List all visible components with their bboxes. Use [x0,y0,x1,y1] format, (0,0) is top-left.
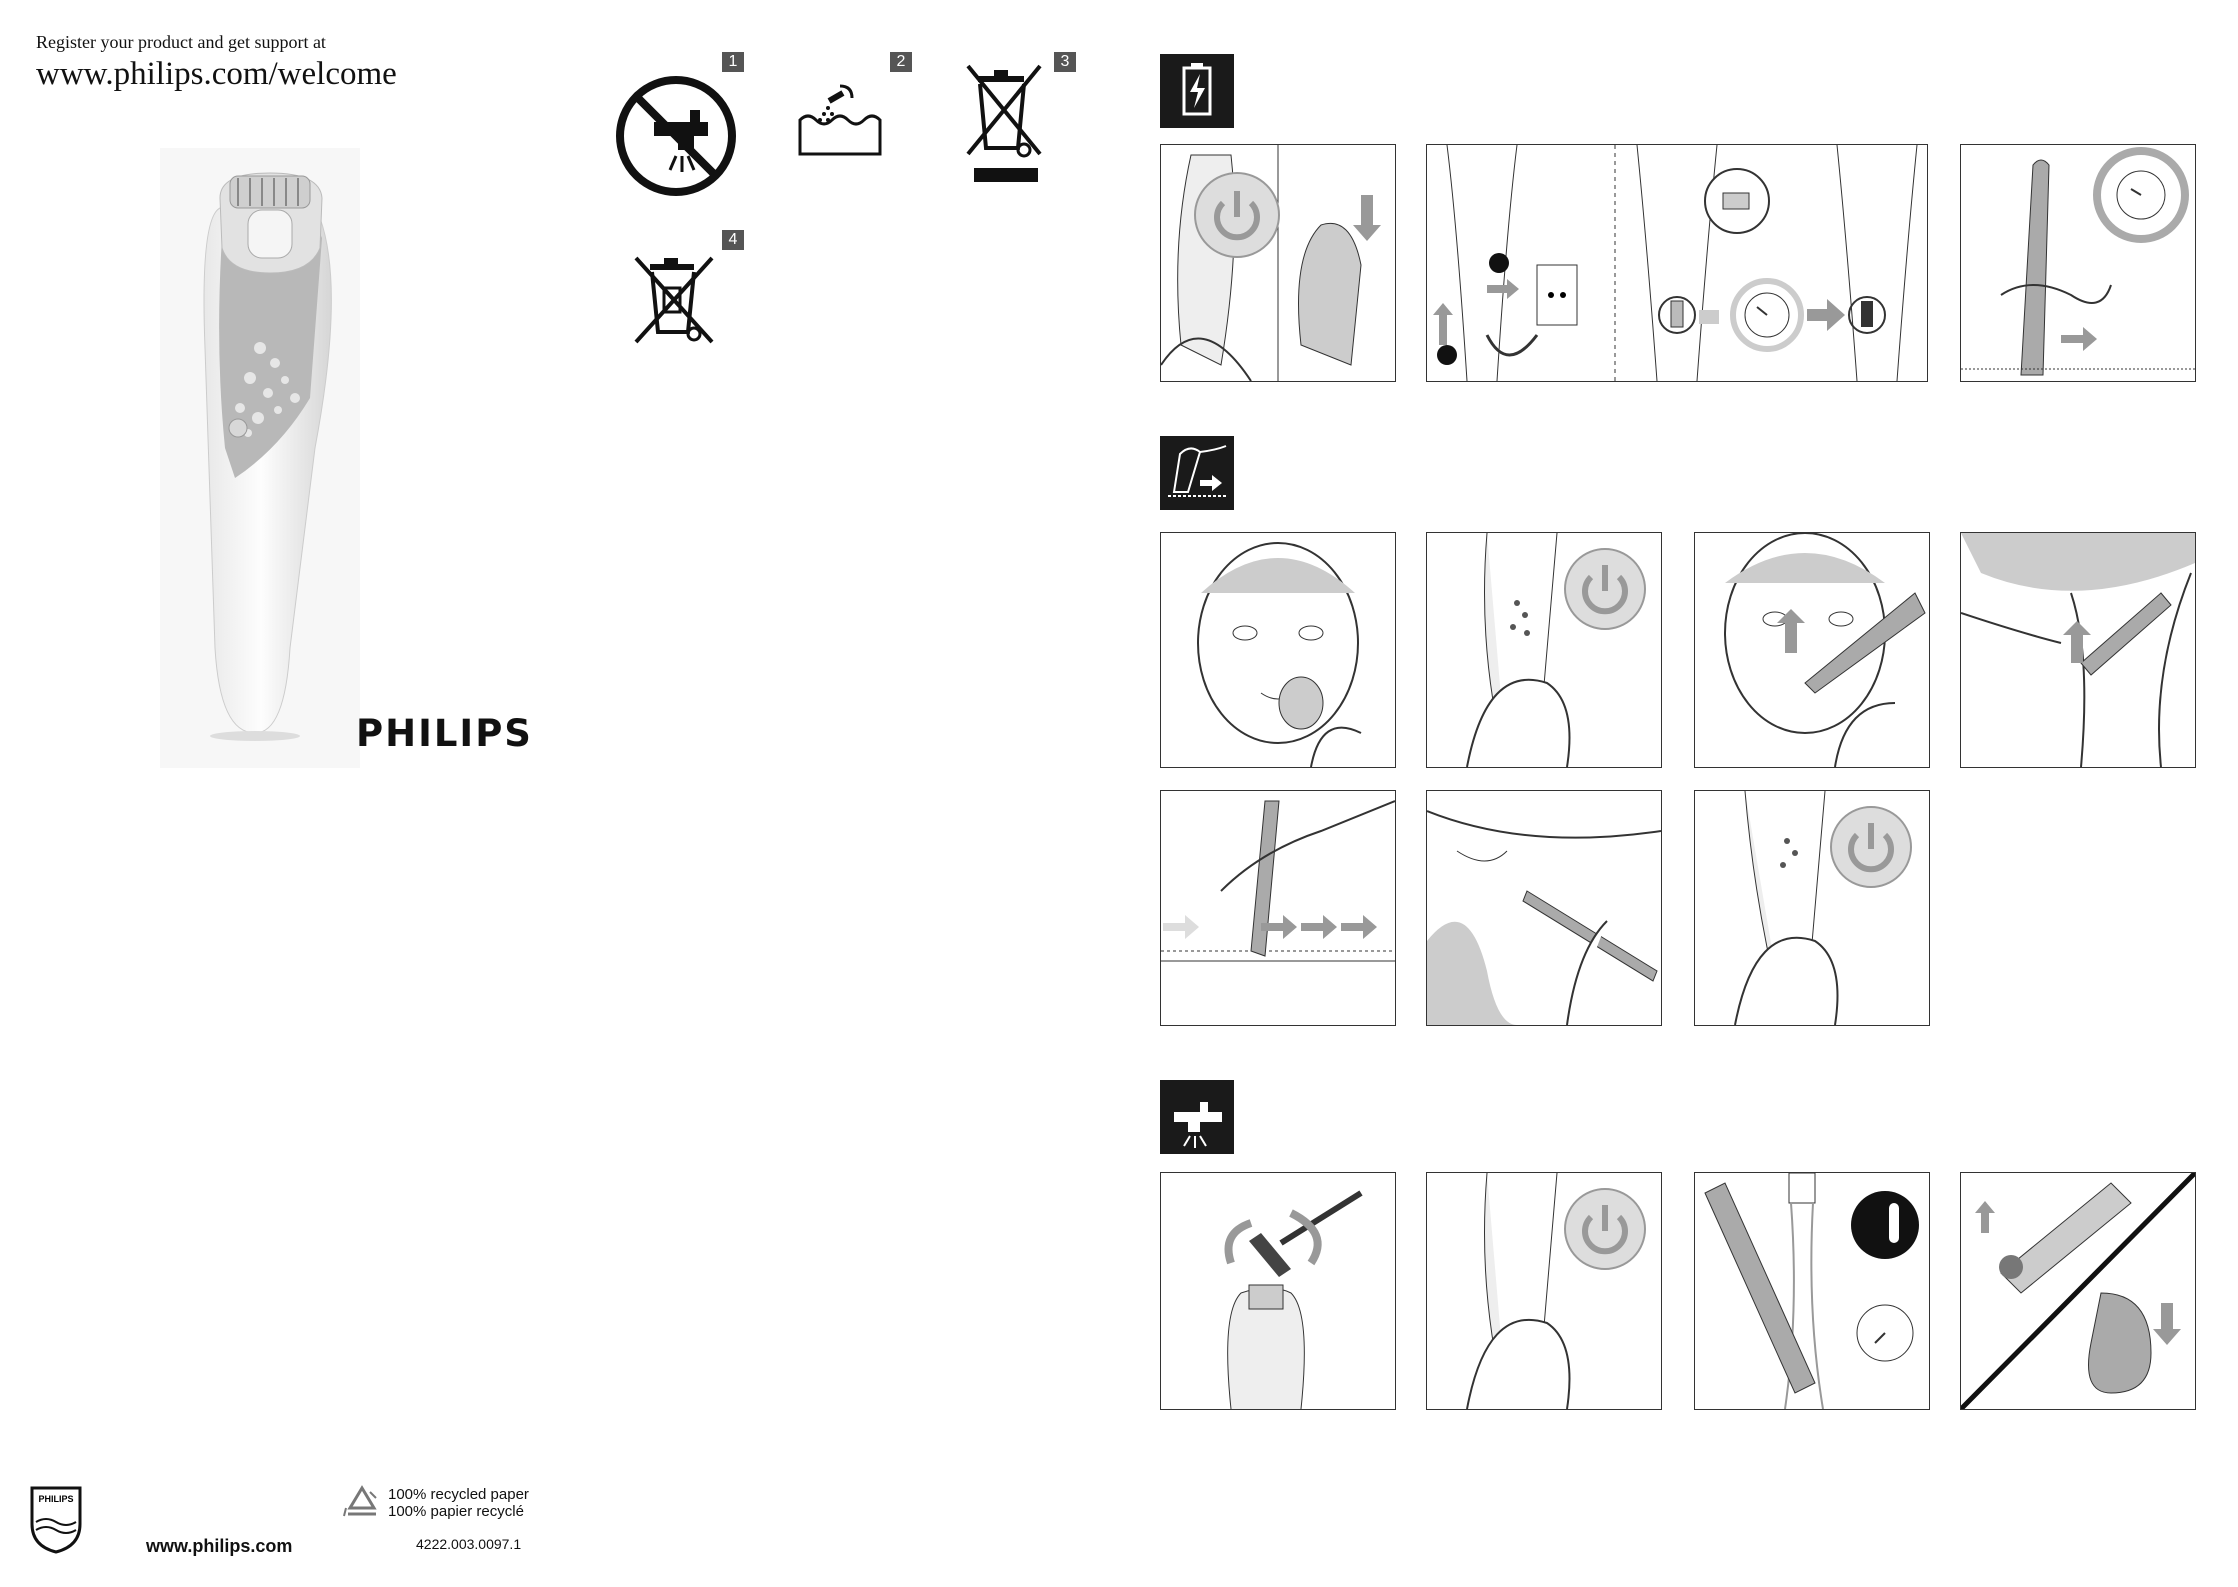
illustration-dry-head [1960,1172,2196,1410]
water-tap-icon [1160,1080,1234,1154]
recycled-line-en: 100% recycled paper [388,1486,529,1503]
illustration-charge-time [1960,144,2196,382]
no-water-tap-icon [614,74,738,198]
illustration-clean-brush [1160,1172,1396,1410]
shower-bath-icon [794,80,886,160]
recycled-paper-text [388,1486,529,1520]
crossed-bin-icon [964,62,1044,186]
symbol-number-2: 2 [890,52,912,72]
battery-charge-icon [1160,54,1234,128]
illustration-clean-switch-off [1426,1172,1662,1410]
welcome-url[interactable]: www.philips.com/welcome [36,56,397,92]
symbol-number-3: 3 [1054,52,1076,72]
illustration-switch-off [1694,790,1930,1026]
register-text: Register your product and get support at [36,32,326,52]
philips-brand-logo: PHILIPS [356,712,533,755]
illustration-charge-adapter [1426,144,1928,382]
illustration-switch-on [1426,532,1662,768]
symbol-number-4: 4 [722,230,744,250]
illustration-underarm [1426,790,1662,1026]
crossed-bin-battery-icon [630,254,718,346]
footer-url[interactable]: www.philips.com [146,1536,293,1556]
illustration-upper-lip [1694,532,1930,768]
document-code: 4222.003.0097.1 [416,1536,522,1552]
epilating-icon [1160,436,1234,510]
symbol-number-1: 1 [722,52,744,72]
illustration-skin-stretch [1960,532,2196,768]
epilator-product-image [160,148,360,768]
illustration-leg-glide [1160,790,1396,1026]
shield-logo-text: PHILIPS [38,1494,74,1504]
recycle-icon [340,1484,384,1524]
illustration-face-wipe [1160,532,1396,768]
philips-shield-logo [28,1484,84,1554]
illustration-charge-power-button [1160,144,1396,382]
illustration-rinse-tap [1694,1172,1930,1410]
recycled-line-fr: 100% papier recyclé [388,1503,524,1520]
